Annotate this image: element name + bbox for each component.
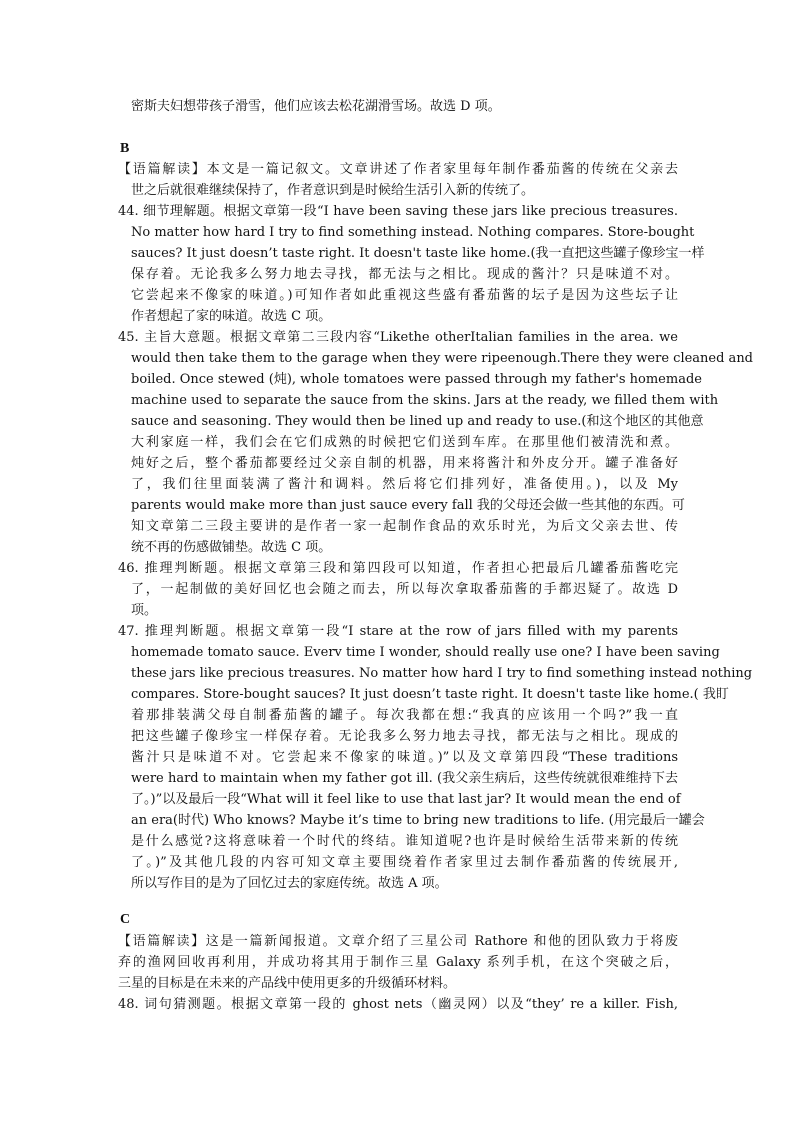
- answer-47: 所以写作目的是为了回忆过去的家庭传统。故选 A 项。: [131, 876, 448, 891]
- answer-47: an era(时代) Who knows? Maybe it’s time to bring new traditions to life. (用完最后一罐会: [131, 813, 705, 828]
- passage-intro: 世之后就很难继续保持了，作者意识到是时候给生活引入新的传统了。: [131, 183, 535, 198]
- answer-44: 作者想起了家的味道。故选 C 项。: [131, 309, 332, 324]
- answer-47: 了。)”及其他几段的内容可知文章主要围绕着作者家里过去制作番茄酱的传统展开,: [131, 855, 678, 870]
- answer-46: 项。: [131, 603, 158, 618]
- answer-47: 着那排装满父母自制番茄酱的罐子。每次我都在想:“我真的应该用一个吗?”我一直: [131, 708, 678, 723]
- answer-45: 知文章第二三段主要讲的是作者一家一起制作食品的欢乐时光，为后文父亲去世、传: [131, 519, 678, 534]
- answer-45: 大利家庭一样，我们会在它们成熟的时候把它们送到车库。在那里他们被清洗和煮。: [131, 435, 678, 450]
- answer-46: 46. 推理判断题。根据文章第三段和第四段可以知道，作者担心把最后几罐番茄酱吃完: [118, 561, 678, 576]
- answer-47: 是什么感觉?这将意味着一个时代的终结。谁知道呢?也许是时候给生活带来新的传统: [131, 834, 678, 849]
- answer-45: 炖好之后，整个番茄都要经过父亲自制的机器，用来将酱汁和外皮分开。罐子准备好: [131, 456, 678, 471]
- passage-intro: 三星的目标是在未来的产品线中使用更多的升级循环材料。: [118, 976, 457, 991]
- answer-47: were hard to maintain when my father got ill. (我父亲生病后，这些传统就很难维持下去: [131, 771, 678, 786]
- passage-intro: 弃的渔网回收再利用，并成功将其用于制作三星 Galaxy 系列手机，在这个突破之后，: [118, 955, 679, 970]
- text-line: 密斯夫妇想带孩子滑雪，他们应该去松花湖滑雪场。故选 D 项。: [131, 99, 501, 114]
- answer-45: parents would make more than just sauce every fall 我的父母还会做一些其他的东西。可: [131, 498, 685, 513]
- answer-44: No matter how hard I try to find something instead. Nothing compares. Store-bought: [131, 225, 695, 240]
- answer-45: boiled. Once stewed (炖), whole tomatoes were passed through my father's homemade: [131, 372, 702, 387]
- answer-45: would then take them to the garage when they were ripeenough.There they were cleaned and: [131, 351, 754, 366]
- answer-47: 酱汁只是味道不对。它尝起来不像家的味道。)”以及文章第四段“These traditions: [131, 750, 678, 765]
- answer-47: these jars like precious treasures. No matter how hard I try to find something instead nothing: [131, 666, 753, 681]
- passage-intro: 【语篇解读】这是一篇新闻报道。文章介绍了三星公司 Rathore 和他的团队致力于将废: [118, 934, 678, 949]
- answer-47: compares. Store-bought sauces? It just doesn’t taste right. It doesn't taste like home.( 我盯: [131, 687, 729, 702]
- answer-44: 44. 细节理解题。根据文章第一段“I have been saving these jars like precious treasures.: [118, 204, 678, 219]
- answer-47: 了。)”以及最后一段“What will it feel like to use that last jar? It would mean the end of: [131, 792, 681, 807]
- answer-45: sauce and seasoning. They would then be lined up and ready to use.(和这个地区的其他意: [131, 414, 704, 429]
- answer-45: 统不再的伤感做铺垫。故选 C 项。: [131, 540, 332, 555]
- section-heading-b: B: [120, 141, 130, 156]
- section-heading-c: C: [120, 912, 131, 927]
- answer-47: homemade tomato sauce. Everv time I wonder, should really use one? I have been saving: [131, 645, 720, 660]
- answer-44: 保存着。无论我多么努力地去寻找，都无法与之相比。现成的酱汁？只是味道不对。: [131, 267, 678, 282]
- passage-intro: 【语篇解读】本文是一篇记叙文。文章讲述了作者家里每年制作番茄酱的传统在父亲去: [118, 162, 678, 177]
- answer-44: sauces? It just doesn’t taste right. It doesn't taste like home.(我一直把这些罐子像珍宝一样: [131, 246, 705, 261]
- answer-45: 45. 主旨大意题。根据文章第二三段内容“Likethe otherItalian families in the area. we: [118, 330, 678, 345]
- answer-45: machine used to separate the sauce from the skins. Jars at the ready, we filled them with: [131, 393, 719, 408]
- answer-46: 了，一起制做的美好回忆也会随之而去，所以每次拿取番茄酱的手都迟疑了。故选 D: [131, 582, 678, 597]
- answer-44: 它尝起来不像家的味道。)可知作者如此重视这些盛有番茄酱的坛子是因为这些坛子让: [131, 288, 678, 303]
- answer-47: 47. 推理判断题。根据文章第一段“I stare at the row of jars filled with my parents: [118, 624, 678, 639]
- answer-48: 48. 词句猜测题。根据文章第一段的 ghost nets（幽灵网）以及“they’ re a killer. Fish,: [118, 997, 678, 1012]
- answer-47: 把这些罐子像珍宝一样保存着。无论我多么努力地去寻找，都无法与之相比。现成的: [131, 729, 678, 744]
- answer-45: 了，我们往里面装满了酱汁和调料。然后将它们排列好，准备使用。)，以及 My: [131, 477, 678, 492]
